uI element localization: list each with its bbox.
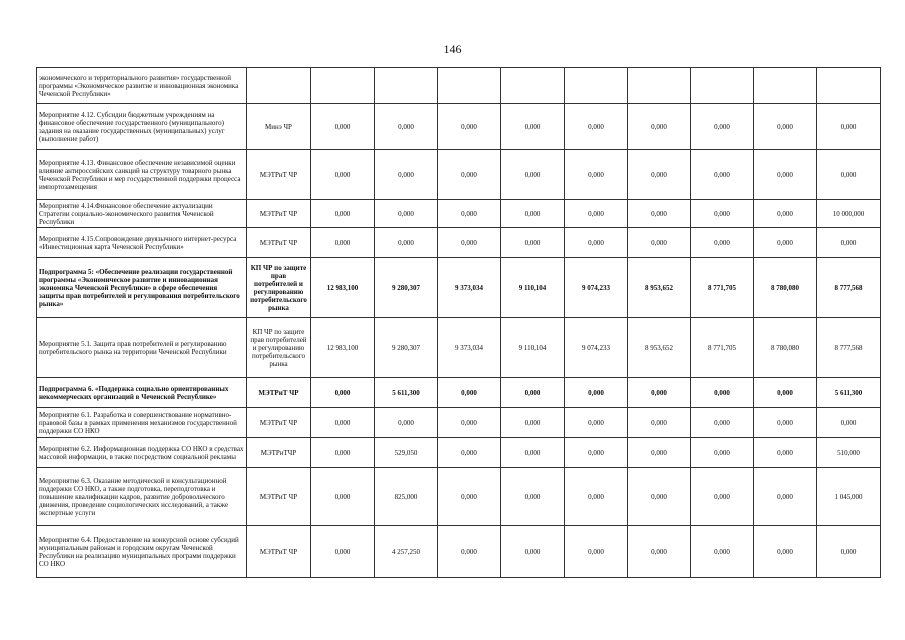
value-cell: 0,000 bbox=[691, 228, 754, 258]
row-name-cell: экономического и территориального развития» государственной программы «Экономическое развитие и инновационная экономика Чеченской Республики» bbox=[37, 68, 247, 104]
value-cell: 0,000 bbox=[311, 408, 375, 438]
table-row bbox=[37, 104, 881, 150]
value-cell: 0,000 bbox=[628, 468, 691, 526]
value-cell: 0,000 bbox=[311, 104, 375, 150]
value-cell: 0,000 bbox=[754, 438, 817, 468]
value-cell: 0,000 bbox=[691, 200, 754, 228]
value-cell bbox=[628, 68, 691, 104]
value-cell: 0,000 bbox=[628, 150, 691, 200]
row-name-cell: Подпрограмма 5: «Обеспечение реализации государственной программы «Экономическое развитие и инновационная экономика Чеченской Республики» в сфере обеспечения защиты прав потребителей и регулирования потребительского рынка» bbox=[37, 258, 247, 318]
value-cell: 0,000 bbox=[817, 228, 881, 258]
executor-cell: МЭТРиТ ЧР bbox=[247, 378, 311, 408]
value-cell: 0,000 bbox=[754, 468, 817, 526]
value-cell: 0,000 bbox=[754, 526, 817, 578]
executor-cell: МЭТРиТ ЧР bbox=[247, 228, 311, 258]
value-cell: 0,000 bbox=[565, 526, 628, 578]
table-row bbox=[37, 318, 881, 378]
executor-cell: МЭТРиТ ЧР bbox=[247, 150, 311, 200]
page-number: 146 bbox=[443, 42, 462, 56]
value-cell: 0,000 bbox=[501, 408, 565, 438]
value-cell: 5 611,300 bbox=[375, 378, 438, 408]
row-name-cell: Мероприятие 6.2. Информационная поддержка СО НКО в средствах массовой информации, в также посредством социальной рекламы bbox=[37, 438, 247, 468]
table-row bbox=[37, 68, 881, 104]
value-cell: 0,000 bbox=[375, 408, 438, 438]
executor-cell: Минэ ЧР bbox=[247, 104, 311, 150]
value-cell: 825,000 bbox=[375, 468, 438, 526]
value-cell: 8 953,652 bbox=[628, 318, 691, 378]
value-cell: 0,000 bbox=[565, 438, 628, 468]
value-cell: 0,000 bbox=[438, 526, 501, 578]
value-cell bbox=[311, 68, 375, 104]
value-cell: 0,000 bbox=[754, 378, 817, 408]
table-row bbox=[37, 258, 881, 318]
value-cell: 0,000 bbox=[438, 150, 501, 200]
value-cell: 0,000 bbox=[438, 438, 501, 468]
executor-cell: МЭТРиТ ЧР bbox=[247, 408, 311, 438]
value-cell: 0,000 bbox=[438, 378, 501, 408]
value-cell: 8 771,705 bbox=[691, 258, 754, 318]
value-cell: 0,000 bbox=[375, 150, 438, 200]
value-cell: 8 780,080 bbox=[754, 258, 817, 318]
value-cell bbox=[817, 68, 881, 104]
row-name-cell: Мероприятие 4.12. Субсидии бюджетным учреждениям на финансовое обеспечение государственного (муниципального) задания на оказание государственных (муниципальных) услуг (выполнение работ) bbox=[37, 104, 247, 150]
value-cell: 0,000 bbox=[565, 104, 628, 150]
value-cell: 0,000 bbox=[311, 526, 375, 578]
value-cell: 0,000 bbox=[817, 526, 881, 578]
value-cell: 0,000 bbox=[754, 228, 817, 258]
row-name-cell: Мероприятие 4.13. Финансовое обеспечение независимой оценки влияние антироссийских санкций на структуру товарного рынка Чеченской Республики и мер государственной поддержки процесса импортозамещения bbox=[37, 150, 247, 200]
value-cell: 10 000,000 bbox=[817, 200, 881, 228]
executor-cell: МЭТРиТ ЧР bbox=[247, 526, 311, 578]
value-cell: 9 280,307 bbox=[375, 258, 438, 318]
value-cell: 0,000 bbox=[691, 150, 754, 200]
value-cell: 0,000 bbox=[311, 150, 375, 200]
value-cell: 0,000 bbox=[691, 104, 754, 150]
value-cell: 0,000 bbox=[628, 104, 691, 150]
value-cell: 0,000 bbox=[691, 378, 754, 408]
value-cell: 0,000 bbox=[628, 526, 691, 578]
value-cell: 8 777,568 bbox=[817, 258, 881, 318]
value-cell: 12 983,100 bbox=[311, 258, 375, 318]
value-cell: 0,000 bbox=[375, 200, 438, 228]
value-cell: 0,000 bbox=[565, 200, 628, 228]
value-cell: 0,000 bbox=[501, 200, 565, 228]
value-cell: 9 280,307 bbox=[375, 318, 438, 378]
executor-cell: МЭТРиТЧР bbox=[247, 438, 311, 468]
value-cell: 4 257,250 bbox=[375, 526, 438, 578]
value-cell: 0,000 bbox=[817, 408, 881, 438]
value-cell: 0,000 bbox=[501, 378, 565, 408]
value-cell: 0,000 bbox=[628, 438, 691, 468]
table-body bbox=[37, 68, 881, 578]
value-cell: 0,000 bbox=[501, 104, 565, 150]
value-cell: 0,000 bbox=[311, 200, 375, 228]
value-cell: 0,000 bbox=[438, 200, 501, 228]
value-cell: 0,000 bbox=[691, 438, 754, 468]
value-cell: 0,000 bbox=[438, 408, 501, 438]
row-name-cell: Мероприятие 4.14.Финансовое обеспечение актуализации Стратегии социально-экономического развития Чеченской Республики bbox=[37, 200, 247, 228]
value-cell: 0,000 bbox=[754, 150, 817, 200]
value-cell: 9 373,034 bbox=[438, 258, 501, 318]
table-row bbox=[37, 468, 881, 526]
value-cell: 0,000 bbox=[691, 526, 754, 578]
value-cell: 0,000 bbox=[501, 438, 565, 468]
value-cell: 0,000 bbox=[691, 408, 754, 438]
row-name-cell: Мероприятие 4.15.Сопровождение двуязычного интернет-ресурса «Инвестиционная карта Чеченской Республики» bbox=[37, 228, 247, 258]
table-row bbox=[37, 150, 881, 200]
value-cell: 0,000 bbox=[501, 526, 565, 578]
value-cell: 0,000 bbox=[565, 378, 628, 408]
value-cell: 0,000 bbox=[628, 408, 691, 438]
table-row bbox=[37, 200, 881, 228]
value-cell: 8 771,705 bbox=[691, 318, 754, 378]
row-name-cell: Мероприятие 5.1. Защита прав потребителей и регулированию потребительского рынка на территории Чеченской Республики bbox=[37, 318, 247, 378]
value-cell bbox=[501, 68, 565, 104]
value-cell: 9 074,233 bbox=[565, 318, 628, 378]
value-cell bbox=[375, 68, 438, 104]
value-cell: 0,000 bbox=[817, 104, 881, 150]
value-cell bbox=[754, 68, 817, 104]
executor-cell: МЭТРиТ ЧР bbox=[247, 468, 311, 526]
value-cell: 0,000 bbox=[754, 408, 817, 438]
value-cell: 8 777,568 bbox=[817, 318, 881, 378]
value-cell: 0,000 bbox=[565, 150, 628, 200]
budget-table bbox=[36, 67, 881, 578]
value-cell: 0,000 bbox=[501, 150, 565, 200]
row-name-cell: Мероприятие 6.3. Оказание методической и консультационной поддержки СО НКО, а также подготовка, переподготовка и повышение квалификации кадров, развитие добровольческого движения, проведение социологических исследований, а также экспертные услуги bbox=[37, 468, 247, 526]
value-cell: 0,000 bbox=[501, 468, 565, 526]
value-cell: 0,000 bbox=[628, 200, 691, 228]
table-row bbox=[37, 526, 881, 578]
value-cell: 0,000 bbox=[628, 228, 691, 258]
row-name-cell: Подпрограмма 6. «Поддержка социально ориентированных некоммерческих организаций в Чеченской Республике» bbox=[37, 378, 247, 408]
value-cell: 0,000 bbox=[311, 438, 375, 468]
value-cell: 8 953,652 bbox=[628, 258, 691, 318]
value-cell: 9 110,104 bbox=[501, 318, 565, 378]
executor-cell bbox=[247, 68, 311, 104]
value-cell: 9 373,034 bbox=[438, 318, 501, 378]
value-cell: 0,000 bbox=[375, 104, 438, 150]
value-cell: 9 110,104 bbox=[501, 258, 565, 318]
table-row bbox=[37, 438, 881, 468]
value-cell bbox=[438, 68, 501, 104]
value-cell: 0,000 bbox=[375, 228, 438, 258]
value-cell bbox=[565, 68, 628, 104]
value-cell: 0,000 bbox=[754, 104, 817, 150]
value-cell: 0,000 bbox=[311, 378, 375, 408]
value-cell bbox=[691, 68, 754, 104]
value-cell: 0,000 bbox=[438, 228, 501, 258]
value-cell: 8 780,080 bbox=[754, 318, 817, 378]
value-cell: 0,000 bbox=[438, 104, 501, 150]
value-cell: 0,000 bbox=[565, 408, 628, 438]
executor-cell: КП ЧР по защите прав потребителей и регулированию потребительского рынка bbox=[247, 258, 311, 318]
row-name-cell: Мероприятие 6.4. Предоставление на конкурсной основе субсидий муниципальным районам и городским округам Чеченской Республики на реализацию муниципальных программ поддержки СО НКО bbox=[37, 526, 247, 578]
value-cell: 0,000 bbox=[817, 150, 881, 200]
table-row bbox=[37, 378, 881, 408]
table-row bbox=[37, 228, 881, 258]
executor-cell: КП ЧР по защите прав потребителей и регулированию потребительского рынка bbox=[247, 318, 311, 378]
value-cell: 0,000 bbox=[565, 228, 628, 258]
value-cell: 0,000 bbox=[754, 200, 817, 228]
value-cell: 5 611,300 bbox=[817, 378, 881, 408]
executor-cell: МЭТРиТ ЧР bbox=[247, 200, 311, 228]
value-cell: 0,000 bbox=[311, 228, 375, 258]
value-cell: 529,050 bbox=[375, 438, 438, 468]
row-name-cell: Мероприятие 6.1. Разработка и совершенствование нормативно-правовой базы в рамках применения механизмов государственной поддержки СО НКО bbox=[37, 408, 247, 438]
value-cell: 0,000 bbox=[501, 228, 565, 258]
value-cell: 0,000 bbox=[311, 468, 375, 526]
value-cell: 0,000 bbox=[438, 468, 501, 526]
value-cell: 0,000 bbox=[691, 468, 754, 526]
value-cell: 510,000 bbox=[817, 438, 881, 468]
table-row bbox=[37, 408, 881, 438]
value-cell: 12 983,100 bbox=[311, 318, 375, 378]
value-cell: 1 045,000 bbox=[817, 468, 881, 526]
value-cell: 0,000 bbox=[565, 468, 628, 526]
value-cell: 9 074,233 bbox=[565, 258, 628, 318]
value-cell: 0,000 bbox=[628, 378, 691, 408]
